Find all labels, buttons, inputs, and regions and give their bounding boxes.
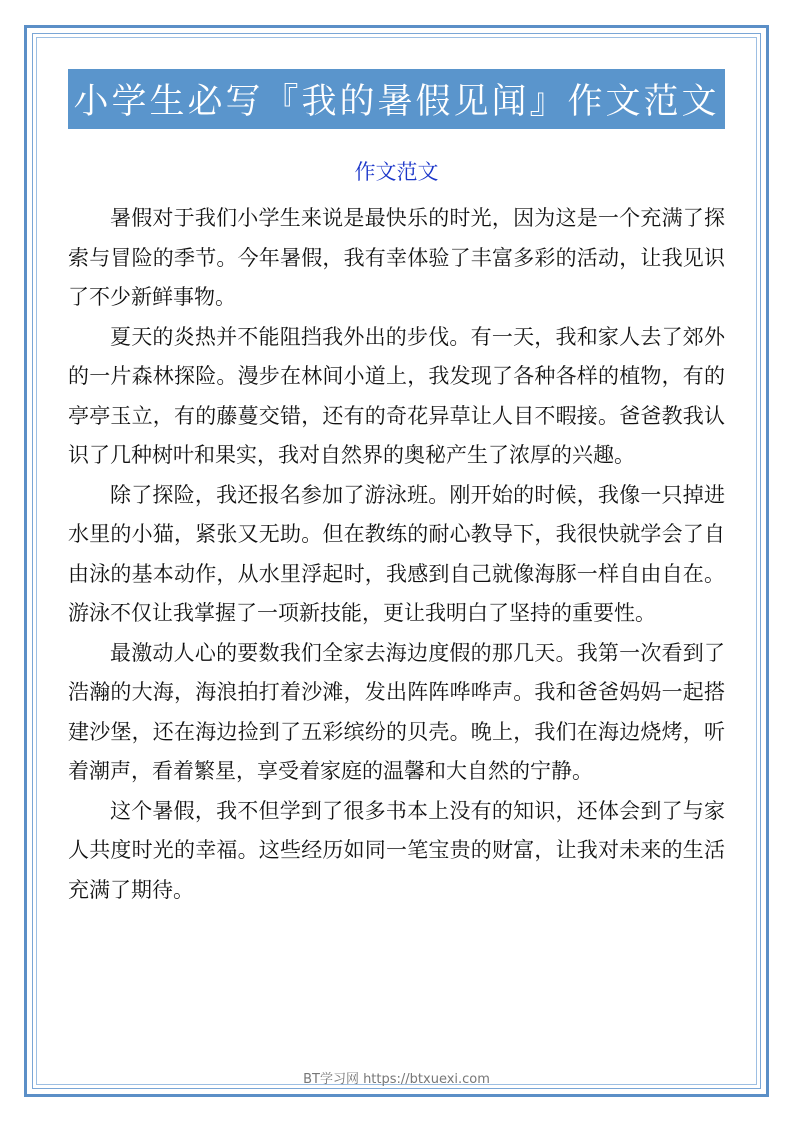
essay-paragraph-1: 暑假对于我们小学生来说是最快乐的时光，因为这是一个充满了探索与冒险的季节。今年暑假，我有幸体验了丰富多彩的活动，让我见识了不少新鲜事物。 [68,206,725,309]
essay-paragraph-4: 最激动人心的要数我们全家去海边度假的那几天。我第一次看到了浩瀚的大海，海浪拍打着沙滩，发出阵阵哗哗声。我和爸爸妈妈一起搭建沙堡，还在海边捡到了五彩缤纷的贝壳。晚上，我们在海边烧烤，听着潮声，看着繁星，享受着家庭的温馨和大自然的宁静。 [68,640,725,783]
essay-body [68,199,725,910]
essay-paragraph-3: 除了探险，我还报名参加了游泳班。刚开始的时候，我像一只掉进水里的小猫，紧张又无助。但在教练的耐心教导下，我很快就学会了自由泳的基本动作，从水里浮起时，我感到自己就像海豚一样自由自在。游泳不仅让我掌握了一项新技能，更让我明白了坚持的重要性。 [68,482,725,625]
footer-source: BT学习网 https://btxuexi.com [303,1072,490,1087]
essay-paragraph-5: 这个暑假，我不但学到了很多书本上没有的知识，还体会到了与家人共度时光的幸福。这些经历如同一笔宝贵的财富，让我对未来的生活充满了期待。 [68,798,725,902]
page-title: 小学生必写『我的暑假见闻』作文范文 [68,69,725,129]
essay-paragraph-2: 夏天的炎热并不能阻挡我外出的步伐。有一天，我和家人去了郊外的一片森林探险。漫步在林间小道上，我发现了各种各样的植物，有的亭亭玉立，有的藤蔓交错，还有的奇花异草让人目不暇接。爸爸教我认识了几种树叶和果实，我对自然界的奥秘产生了浓厚的兴趣。 [68,324,725,467]
section-subtitle: 作文范文 [354,160,439,184]
